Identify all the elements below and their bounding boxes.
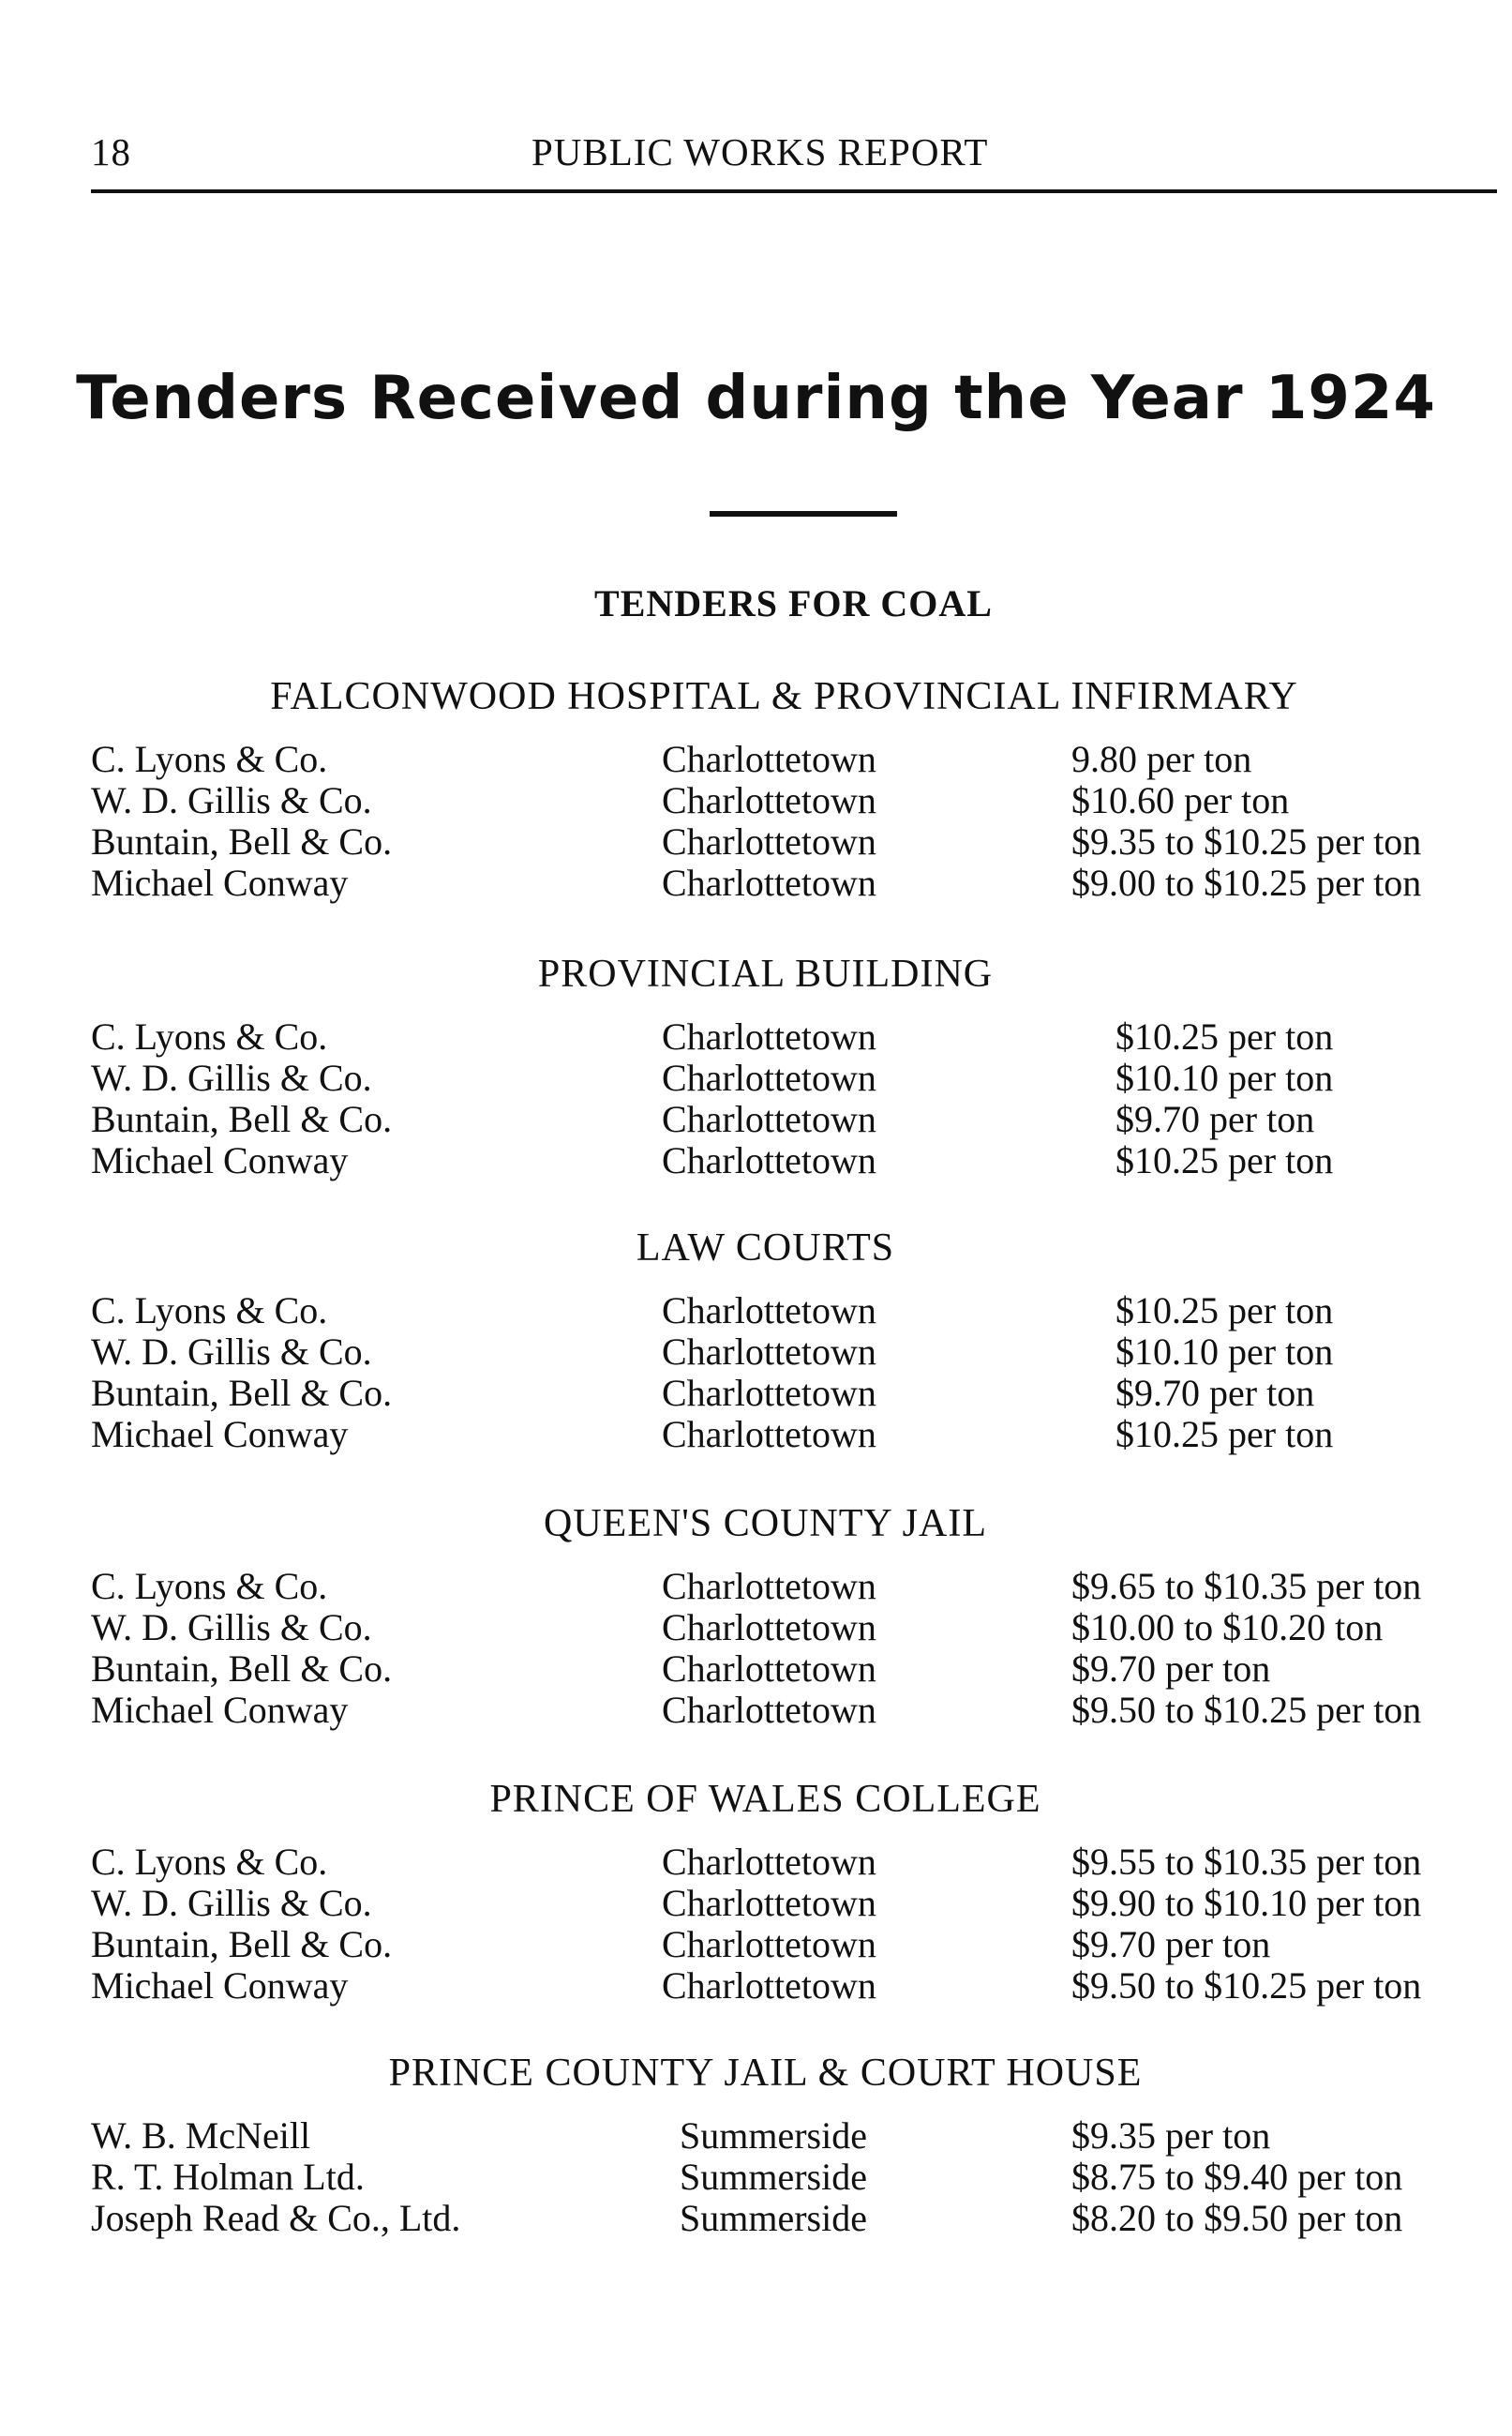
tender-price: $9.35 to $10.25 per ton <box>1071 820 1422 863</box>
tenderer-place: Summerside <box>680 2156 867 2198</box>
tenderer-name: W. D. Gillis & Co. <box>91 1057 372 1099</box>
report-title: PUBLIC WORKS REPORT <box>531 130 989 173</box>
tenderer-place: Charlottetown <box>662 1331 876 1373</box>
tender-list <box>0 739 1512 904</box>
tender-price: $8.75 to $9.40 per ton <box>1071 2156 1403 2198</box>
section-heading: LAW COURTS <box>636 1226 895 1270</box>
subtitle: TENDERS FOR COAL <box>594 582 993 624</box>
tenderer-name: Michael Conway <box>91 1139 349 1181</box>
page-number: 18 <box>91 130 131 173</box>
tenderer-name: Buntain, Bell & Co. <box>91 1647 393 1690</box>
tenderer-place: Charlottetown <box>662 1923 876 1965</box>
table-row <box>0 1883 1512 1924</box>
tenderer-place: Charlottetown <box>662 1841 876 1883</box>
tenderer-name: C. Lyons & Co. <box>91 1289 328 1331</box>
tenderer-name: Michael Conway <box>91 1413 349 1455</box>
table-row <box>0 739 1512 780</box>
tenderer-name: Buntain, Bell & Co. <box>91 1923 393 1965</box>
tenderer-place: Charlottetown <box>662 1565 876 1607</box>
tenderer-name: W. D. Gillis & Co. <box>91 1882 372 1924</box>
tender-price: $9.70 per ton <box>1115 1372 1315 1414</box>
section-heading: PRINCE OF WALES COLLEGE <box>489 1778 1041 1821</box>
section-provincial-building <box>0 951 1512 1181</box>
tenderer-place: Charlottetown <box>662 1413 876 1455</box>
tender-price: $10.00 to $10.20 ton <box>1071 1606 1384 1648</box>
table-row <box>0 1414 1512 1455</box>
title-rule <box>710 511 897 517</box>
table-row <box>0 1140 1512 1181</box>
tender-price: $8.20 to $9.50 per ton <box>1071 2197 1403 2239</box>
table-row <box>0 863 1512 904</box>
tenderer-name: Buntain, Bell & Co. <box>91 820 393 863</box>
tender-list <box>0 1290 1512 1455</box>
table-row <box>0 1648 1512 1690</box>
header-rule <box>91 189 1497 193</box>
tender-price: $9.65 to $10.35 per ton <box>1071 1565 1422 1607</box>
tenderer-place: Charlottetown <box>662 1057 876 1099</box>
tenderer-name: R. T. Holman Ltd. <box>91 2156 365 2198</box>
table-row <box>0 1566 1512 1607</box>
tenderer-name: Michael Conway <box>91 1689 349 1731</box>
table-row <box>0 1842 1512 1883</box>
tender-price: $10.60 per ton <box>1071 779 1290 821</box>
table-row <box>0 1924 1512 1965</box>
section-heading: FALCONWOOD HOSPITAL & PROVINCIAL INFIRMARY <box>270 675 1298 718</box>
section-falconwood <box>0 673 1512 904</box>
table-row <box>0 1373 1512 1414</box>
tenderer-name: W. B. McNeill <box>91 2114 311 2157</box>
tender-price: $9.55 to $10.35 per ton <box>1071 1841 1422 1883</box>
tender-price: $10.25 per ton <box>1115 1413 1334 1455</box>
tenderer-place: Charlottetown <box>662 1964 876 2007</box>
section-heading: QUEEN'S COUNTY JAIL <box>544 1502 987 1545</box>
tenderer-place: Summerside <box>680 2197 867 2239</box>
tender-price: $10.10 per ton <box>1115 1057 1334 1099</box>
section-heading: PRINCE COUNTY JAIL & COURT HOUSE <box>388 2052 1143 2095</box>
tender-list <box>0 1016 1512 1181</box>
table-row <box>0 1058 1512 1099</box>
tender-list <box>0 2115 1512 2239</box>
table-row <box>0 1290 1512 1331</box>
table-row <box>0 2198 1512 2239</box>
tender-price: $9.35 per ton <box>1071 2114 1271 2157</box>
tenderer-name: W. D. Gillis & Co. <box>91 1331 372 1373</box>
tenderer-place: Charlottetown <box>662 738 876 780</box>
section-law-courts <box>0 1225 1512 1455</box>
tender-price: $9.50 to $10.25 per ton <box>1071 1964 1422 2007</box>
tenderer-place: Charlottetown <box>662 820 876 863</box>
tenderer-place: Charlottetown <box>662 1647 876 1690</box>
tenderer-name: C. Lyons & Co. <box>91 738 328 780</box>
tenderer-name: W. D. Gillis & Co. <box>91 1606 372 1648</box>
table-row <box>0 1690 1512 1731</box>
table-row <box>0 2157 1512 2198</box>
tenderer-place: Charlottetown <box>662 1289 876 1331</box>
tenderer-name: C. Lyons & Co. <box>91 1841 328 1883</box>
tender-list <box>0 1842 1512 2007</box>
tenderer-name: Michael Conway <box>91 862 349 904</box>
tender-price: $10.25 per ton <box>1115 1289 1334 1331</box>
tender-price: $10.10 per ton <box>1115 1331 1334 1373</box>
section-heading: PROVINCIAL BUILDING <box>537 953 994 996</box>
tenderer-name: Buntain, Bell & Co. <box>91 1372 393 1414</box>
tender-price: $9.70 per ton <box>1071 1923 1271 1965</box>
tenderer-name: C. Lyons & Co. <box>91 1565 328 1607</box>
table-row <box>0 821 1512 863</box>
tenderer-place: Charlottetown <box>662 862 876 904</box>
tender-price: $10.25 per ton <box>1115 1015 1334 1058</box>
tender-price: $9.50 to $10.25 per ton <box>1071 1689 1422 1731</box>
section-prince-of-wales-college <box>0 1776 1512 2007</box>
table-row <box>0 2115 1512 2157</box>
section-prince-county-jail <box>0 2050 1512 2239</box>
tender-list <box>0 1566 1512 1731</box>
table-row <box>0 1099 1512 1140</box>
tenderer-place: Charlottetown <box>662 1372 876 1414</box>
tenderer-place: Charlottetown <box>662 1015 876 1058</box>
tender-price: $9.00 to $10.25 per ton <box>1071 862 1422 904</box>
tenderer-name: W. D. Gillis & Co. <box>91 779 372 821</box>
tender-price: $10.25 per ton <box>1115 1139 1334 1181</box>
tenderer-place: Charlottetown <box>662 1882 876 1924</box>
tenderer-place: Charlottetown <box>662 1606 876 1648</box>
tender-price: 9.80 per ton <box>1071 738 1252 780</box>
tenderer-place: Charlottetown <box>662 779 876 821</box>
tenderer-name: Joseph Read & Co., Ltd. <box>91 2197 461 2239</box>
tenderer-place: Charlottetown <box>662 1689 876 1731</box>
tender-price: $9.70 per ton <box>1071 1647 1271 1690</box>
table-row <box>0 1965 1512 2007</box>
page-title: Tenders Received during the Year 1924 <box>76 364 1436 433</box>
tenderer-place: Summerside <box>680 2114 867 2157</box>
section-queens-county-jail <box>0 1500 1512 1731</box>
table-row <box>0 780 1512 821</box>
tender-price: $9.70 per ton <box>1115 1098 1315 1140</box>
table-row <box>0 1016 1512 1058</box>
tenderer-name: Buntain, Bell & Co. <box>91 1098 393 1140</box>
table-row <box>0 1607 1512 1648</box>
tenderer-name: Michael Conway <box>91 1964 349 2007</box>
tenderer-place: Charlottetown <box>662 1098 876 1140</box>
table-row <box>0 1331 1512 1373</box>
tenderer-name: C. Lyons & Co. <box>91 1015 328 1058</box>
tender-price: $9.90 to $10.10 per ton <box>1071 1882 1422 1924</box>
tenderer-place: Charlottetown <box>662 1139 876 1181</box>
running-head <box>91 129 1490 186</box>
